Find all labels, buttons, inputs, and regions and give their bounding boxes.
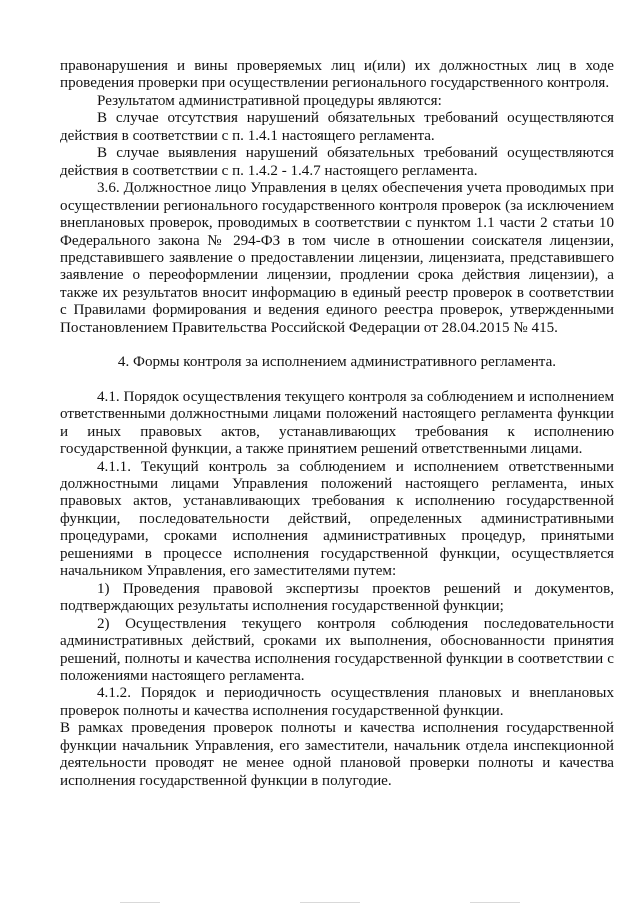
paragraph-no-violations: В случае отсутствия нарушений обязательных требований осуществляются действия в соответствии с п. 1.4.1 настоящего регламента. (60, 110, 614, 144)
paragraph-4-1-1: 4.1.1. Текущий контроль за соблюдением и исполнением ответственными должностными лицами Управления положений настоящего регламента, иных правовых актов, устанавливающих требования к исполнению государственной функции, последовательности действий, определенных административными процедурами, сроками исполнения административных процедур, принятыми решениями в процессе исполнения государственной функции, осуществляется начальником Управления, его заместителями путем: (60, 458, 614, 580)
paragraph-4-1-2: 4.1.2. Порядок и периодичность осуществления плановых и внеплановых проверок полноты и качества исполнения государственной функции. (60, 685, 614, 719)
list-item-2: 2) Осуществления текущего контроля соблюдения последовательности административных действий, сроками их выполнения, обоснованности принятия решений, полноты и качества исполнения государственной функции в соответствии с положениями настоящего регламента. (60, 615, 614, 684)
page-bottom-edge (0, 900, 640, 905)
paragraph-results-intro: Результатом административной процедуры являются: (97, 92, 442, 109)
list-item-1: 1) Проведения правовой экспертизы проектов решений и документов, подтверждающих результаты исполнения государственной функции; (60, 580, 614, 615)
paragraph-continuation: правонарушения и вины проверяемых лиц и(или) их должностных лиц в ходе проведения проверки при осуществлении регионального государственного контроля. (60, 58, 614, 92)
scan-mark (300, 902, 360, 903)
scan-mark (120, 902, 160, 903)
paragraph-4-1: 4.1. Порядок осуществления текущего контроля за соблюдением и исполнением ответственными должностными лицами положений настоящего регламента функции и иных правовых актов, устанавливающих требования к исполнению государственной функции, а также принятием решений ответственными лицами. (60, 388, 614, 458)
document-body (60, 58, 614, 790)
paragraph-inspection-frequency: В рамках проведения проверок полноты и качества исполнения государственной функции начальник Управления, его заместители, начальник отдела инспекционной деятельности проводят не менее одной плановой проверки полноты и качества исполнения государственной функции в полугодие. (60, 720, 614, 789)
scan-mark (470, 902, 520, 903)
section-4-heading: 4. Формы контроля за исполнением административного регламента. (117, 354, 557, 371)
paragraph-violations-found: В случае выявления нарушений обязательных требований осуществляются действия в соответствии с п. 1.4.2 - 1.4.7 настоящего регламента. (60, 145, 614, 179)
paragraph-3-6: 3.6. Должностное лицо Управления в целях обеспечения учета проводимых при осуществлении регионального государственного контроля проверок (за исключением внеплановых проверок, проводимых в соответствии с пунктом 1.1 части 2 статьи 10 Федерального закона № 294-ФЗ в том числе в отношении соискателя лицензии, представившего заявление о предоставлении лицензии, лицензиата, представившего заявление о переоформлении лицензии, продлении срока действия лицензии), а также их результатов вносит информацию в единый реестр проверок в соответствии с Правилами формирования и ведения единого реестра проверок, утвержденными Постановлением Правительства Российской Федерации от 28.04.2015 № 415. (60, 180, 614, 336)
